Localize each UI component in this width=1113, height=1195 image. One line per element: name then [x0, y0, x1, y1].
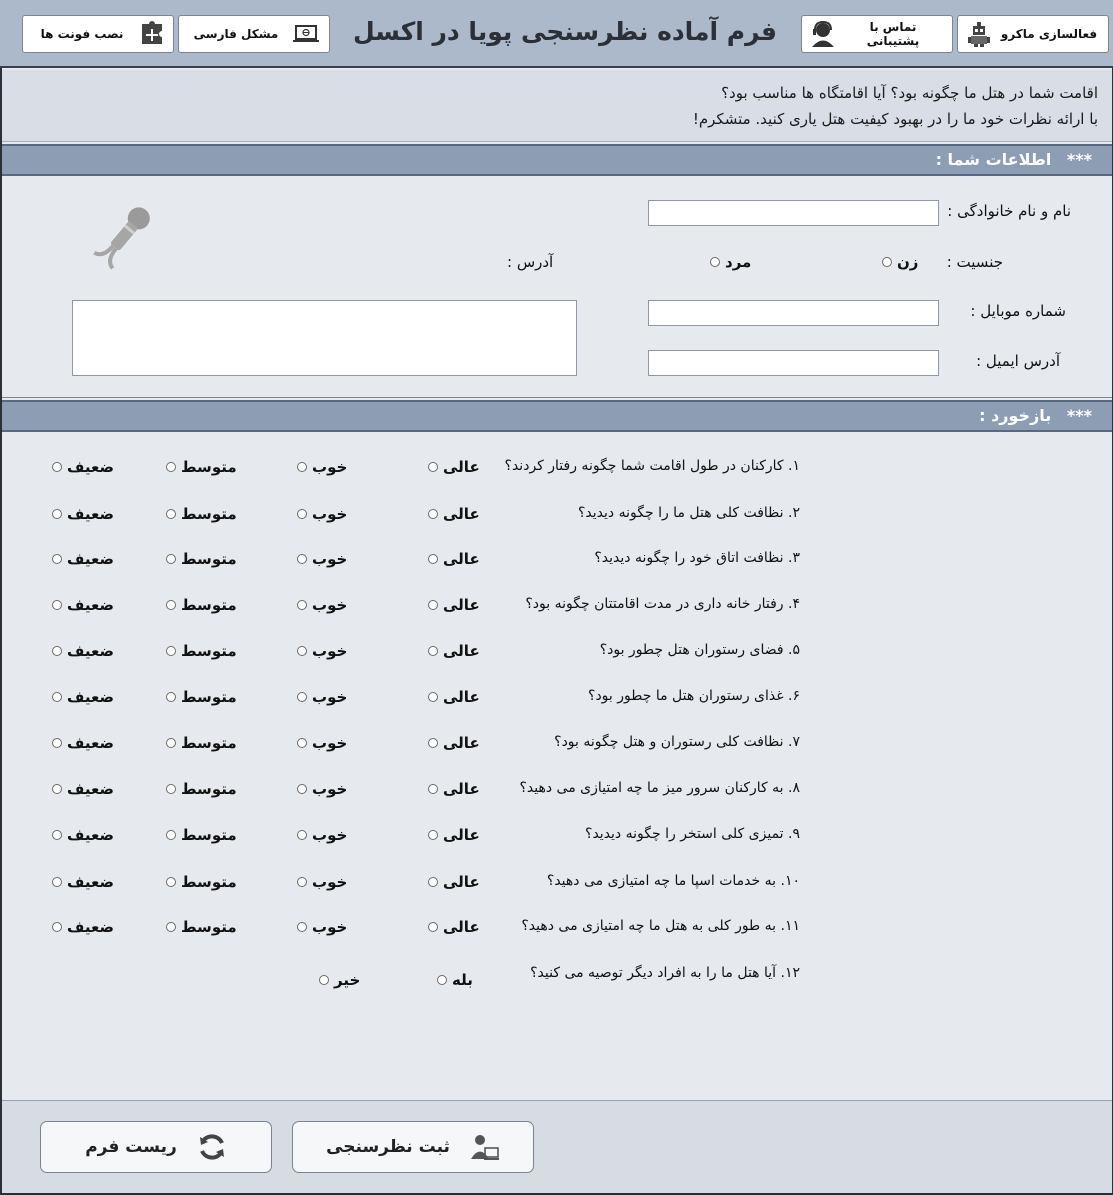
option-no-radio[interactable] [319, 975, 329, 985]
submit-survey-button[interactable] [292, 1121, 534, 1173]
robot-icon [966, 20, 992, 48]
gender-male-radio[interactable] [710, 257, 720, 267]
enable-macro-label: فعالسازی ماکرو [1000, 27, 1098, 41]
option-good[interactable] [297, 780, 347, 798]
option-poor-radio[interactable] [52, 462, 62, 472]
option-good[interactable] [297, 550, 347, 568]
option-good[interactable] [297, 918, 347, 936]
option-excellent-label: عالی [443, 505, 480, 523]
top-toolbar [0, 0, 1113, 68]
option-good-radio[interactable] [297, 877, 307, 887]
option-good-label: خوب [312, 596, 348, 614]
option-average-label: متوسط [181, 734, 237, 752]
option-good-radio[interactable] [297, 830, 307, 840]
option-good-radio[interactable] [297, 646, 307, 656]
option-average-label: متوسط [181, 873, 237, 891]
option-excellent-label: عالی [443, 458, 480, 476]
option-excellent[interactable] [428, 688, 480, 706]
option-average-label: متوسط [181, 826, 237, 844]
name-field[interactable] [648, 200, 939, 226]
refresh-icon [197, 1132, 227, 1162]
reset-form-button[interactable] [40, 1121, 272, 1173]
address-label: آدرس : [507, 253, 554, 271]
option-average[interactable] [166, 918, 237, 936]
microphone-icon [92, 200, 156, 272]
contact-support-button[interactable] [801, 15, 953, 53]
option-excellent-label: عالی [443, 550, 480, 568]
option-average[interactable] [166, 642, 237, 660]
option-poor[interactable] [52, 826, 114, 844]
question-text: ۷. نظافت کلی رستوران و هتل چگونه بود؟ [554, 734, 800, 750]
option-good-label: خوب [312, 873, 348, 891]
option-good[interactable] [297, 458, 347, 476]
option-good-radio[interactable] [297, 784, 307, 794]
question-text: ۱. کارکنان در طول اقامت شما چگونه رفتار کردند؟ [504, 458, 800, 474]
option-yes-radio[interactable] [437, 975, 447, 985]
feedback-section-header [2, 400, 1112, 432]
option-poor-label: ضعیف [67, 596, 114, 614]
page-title: فرم آماده نظرسنجی پویا در اکسل [352, 17, 778, 46]
intro-line-1: اقامت شما در هتل ما چگونه بود؟ آیا اقامتگاه ها مناسب بود؟ [721, 84, 1098, 102]
option-poor-label: ضعیف [67, 873, 114, 891]
option-good-radio[interactable] [297, 738, 307, 748]
option-excellent-radio[interactable] [428, 830, 438, 840]
option-poor-radio[interactable] [52, 922, 62, 932]
info-section-title: اطلاعات شما : [935, 150, 1052, 169]
option-poor-radio[interactable] [52, 877, 62, 887]
option-good[interactable] [297, 734, 347, 752]
option-excellent[interactable] [428, 505, 480, 523]
option-good-radio[interactable] [297, 692, 307, 702]
bottom-bar [2, 1100, 1112, 1193]
option-good[interactable] [297, 505, 347, 523]
option-excellent-radio[interactable] [428, 738, 438, 748]
option-excellent[interactable] [428, 642, 480, 660]
option-good[interactable] [297, 873, 347, 891]
option-average[interactable] [166, 826, 237, 844]
option-good-label: خوب [312, 550, 348, 568]
option-average-radio[interactable] [166, 462, 176, 472]
option-excellent-radio[interactable] [428, 922, 438, 932]
intro-text [2, 70, 1112, 142]
question-text: ۱۲. آیا هتل ما را به افراد دیگر توصیه می کنید؟ [530, 965, 800, 981]
option-poor-radio[interactable] [52, 738, 62, 748]
option-excellent[interactable] [428, 458, 480, 476]
option-poor[interactable] [52, 688, 114, 706]
option-average-label: متوسط [181, 918, 237, 936]
mobile-label: شماره موبایل : [970, 302, 1066, 320]
option-good-label: خوب [312, 458, 348, 476]
question-text: ۹. تمیزی کلی استخر را چگونه دیدید؟ [585, 826, 800, 842]
option-good-radio[interactable] [297, 509, 307, 519]
option-poor-radio[interactable] [52, 646, 62, 656]
option-poor-label: ضعیف [67, 688, 114, 706]
option-excellent-radio[interactable] [428, 554, 438, 564]
gender-female-radio[interactable] [882, 257, 892, 267]
option-excellent-radio[interactable] [428, 646, 438, 656]
option-average-radio[interactable] [166, 922, 176, 932]
option-excellent-label: عالی [443, 918, 480, 936]
option-poor-label: ضعیف [67, 734, 114, 752]
option-good[interactable] [297, 826, 347, 844]
option-average-radio[interactable] [166, 692, 176, 702]
option-excellent[interactable] [428, 918, 480, 936]
option-average-label: متوسط [181, 458, 237, 476]
option-average-radio[interactable] [166, 738, 176, 748]
option-good-radio[interactable] [297, 922, 307, 932]
mobile-field[interactable] [648, 300, 939, 326]
option-good[interactable] [297, 642, 347, 660]
gender-label: جنسیت : [946, 253, 1003, 271]
option-excellent-radio[interactable] [428, 877, 438, 887]
option-excellent-radio[interactable] [428, 600, 438, 610]
option-poor[interactable] [52, 550, 114, 568]
intro-line-2: با ارائه نظرات خود ما را در بهبود کیفیت هتل یاری کنید. متشکرم! [692, 110, 1098, 128]
option-excellent[interactable] [428, 550, 480, 568]
option-excellent-label: عالی [443, 642, 480, 660]
option-good-label: خوب [312, 826, 348, 844]
option-excellent[interactable] [428, 780, 480, 798]
option-good-radio[interactable] [297, 462, 307, 472]
email-field[interactable] [648, 350, 939, 376]
section-stars: *** [1066, 406, 1092, 425]
option-poor-radio[interactable] [52, 554, 62, 564]
option-average-radio[interactable] [166, 509, 176, 519]
option-yes-label: بله [452, 971, 473, 989]
option-average[interactable] [166, 505, 237, 523]
persian-issue-label: مشکل فارسی [193, 27, 279, 41]
gender-male-label: مرد [725, 253, 752, 271]
option-good[interactable] [297, 688, 347, 706]
option-average-label: متوسط [181, 550, 237, 568]
option-yes[interactable] [437, 971, 473, 989]
question-text: ۱۱. به طور کلی به هتل ما چه امتیازی می دهید؟ [521, 918, 800, 934]
option-poor-label: ضعیف [67, 918, 114, 936]
question-text: ۶. غذای رستوران هتل ما چطور بود؟ [588, 688, 800, 704]
contact-support-label: تماس با پشتیبانی [866, 20, 920, 48]
option-average[interactable] [166, 596, 237, 614]
option-excellent[interactable] [428, 596, 480, 614]
option-average-label: متوسط [181, 505, 237, 523]
enable-macro-button[interactable] [957, 15, 1109, 53]
question-text: ۵. فضای رستوران هتل چطور بود؟ [599, 642, 800, 658]
option-good-label: خوب [312, 780, 348, 798]
option-excellent[interactable] [428, 734, 480, 752]
option-poor[interactable] [52, 734, 114, 752]
option-good[interactable] [297, 596, 347, 614]
option-poor[interactable] [52, 780, 114, 798]
option-excellent-radio[interactable] [428, 462, 438, 472]
option-poor-radio[interactable] [52, 692, 62, 702]
name-label: نام و نام خانوادگی : [947, 202, 1071, 220]
address-field[interactable] [72, 300, 577, 376]
option-average-label: متوسط [181, 596, 237, 614]
option-average-radio[interactable] [166, 830, 176, 840]
question-text: ۸. به کارکنان سرور میز ما چه امتیازی می دهید؟ [519, 780, 800, 796]
person-computer-icon [470, 1132, 500, 1162]
option-poor-radio[interactable] [52, 830, 62, 840]
option-average-label: متوسط [181, 642, 237, 660]
option-average[interactable] [166, 873, 237, 891]
option-average[interactable] [166, 688, 237, 706]
option-good-radio[interactable] [297, 600, 307, 610]
option-excellent-radio[interactable] [428, 692, 438, 702]
option-poor[interactable] [52, 596, 114, 614]
option-average[interactable] [166, 550, 237, 568]
option-average-radio[interactable] [166, 877, 176, 887]
option-poor-label: ضعیف [67, 826, 114, 844]
option-average-radio[interactable] [166, 600, 176, 610]
gender-female-label: زن [897, 253, 919, 271]
feedback-section-title: بازخورد : [979, 406, 1052, 425]
section-stars: *** [1066, 150, 1092, 169]
option-average[interactable] [166, 458, 237, 476]
option-excellent-radio[interactable] [428, 509, 438, 519]
option-no-label: خیر [334, 971, 361, 989]
email-label: آدرس ایمیل : [976, 352, 1060, 370]
option-poor-label: ضعیف [67, 458, 114, 476]
option-good-radio[interactable] [297, 554, 307, 564]
option-average-radio[interactable] [166, 784, 176, 794]
option-excellent-label: عالی [443, 688, 480, 706]
option-good-label: خوب [312, 505, 348, 523]
option-average[interactable] [166, 780, 237, 798]
option-excellent-label: عالی [443, 734, 480, 752]
option-excellent[interactable] [428, 826, 480, 844]
option-poor-radio[interactable] [52, 600, 62, 610]
option-poor[interactable] [52, 642, 114, 660]
option-excellent-radio[interactable] [428, 784, 438, 794]
option-excellent-label: عالی [443, 873, 480, 891]
option-average-label: متوسط [181, 688, 237, 706]
question-text: ۴. رفتار خانه داری در مدت اقامتتان چگونه بود؟ [525, 596, 800, 612]
option-good-label: خوب [312, 688, 348, 706]
option-poor-label: ضعیف [67, 642, 114, 660]
option-excellent-label: عالی [443, 596, 480, 614]
option-poor-label: ضعیف [67, 550, 114, 568]
option-poor-radio[interactable] [52, 784, 62, 794]
option-average-label: متوسط [181, 780, 237, 798]
option-average-radio[interactable] [166, 554, 176, 564]
question-text: ۱۰. به خدمات اسپا ما چه امتیازی می دهید؟ [546, 873, 800, 889]
option-average[interactable] [166, 734, 237, 752]
install-fonts-label: نصب فونت ها [40, 27, 124, 41]
option-good-label: خوب [312, 918, 348, 936]
gender-female-option[interactable] [882, 253, 918, 271]
info-section-header [2, 144, 1112, 176]
option-excellent[interactable] [428, 873, 480, 891]
gender-male-option[interactable] [710, 253, 751, 271]
option-poor[interactable] [52, 918, 114, 936]
option-excellent-label: عالی [443, 780, 480, 798]
option-average-radio[interactable] [166, 646, 176, 656]
option-good-label: خوب [312, 734, 348, 752]
option-poor-label: ضعیف [67, 780, 114, 798]
option-poor-label: ضعیف [67, 505, 114, 523]
support-agent-icon [810, 20, 836, 48]
option-no[interactable] [319, 971, 360, 989]
option-poor[interactable] [52, 505, 114, 523]
laptop-icon [291, 23, 321, 45]
question-text: ۲. نظافت کلی هتل ما را چگونه دیدید؟ [578, 505, 800, 521]
persian-issue-button[interactable] [178, 15, 330, 53]
option-poor[interactable] [52, 873, 114, 891]
option-poor[interactable] [52, 458, 114, 476]
install-fonts-button[interactable] [22, 15, 174, 53]
option-good-label: خوب [312, 642, 348, 660]
option-excellent-label: عالی [443, 826, 480, 844]
reset-form-label: ریست فرم [85, 1137, 177, 1157]
question-text: ۳. نظافت اتاق خود را چگونه دیدید؟ [594, 550, 800, 566]
puzzle-icon [139, 21, 165, 47]
option-poor-radio[interactable] [52, 509, 62, 519]
submit-survey-label: ثبت نظرسنجی [326, 1137, 450, 1157]
